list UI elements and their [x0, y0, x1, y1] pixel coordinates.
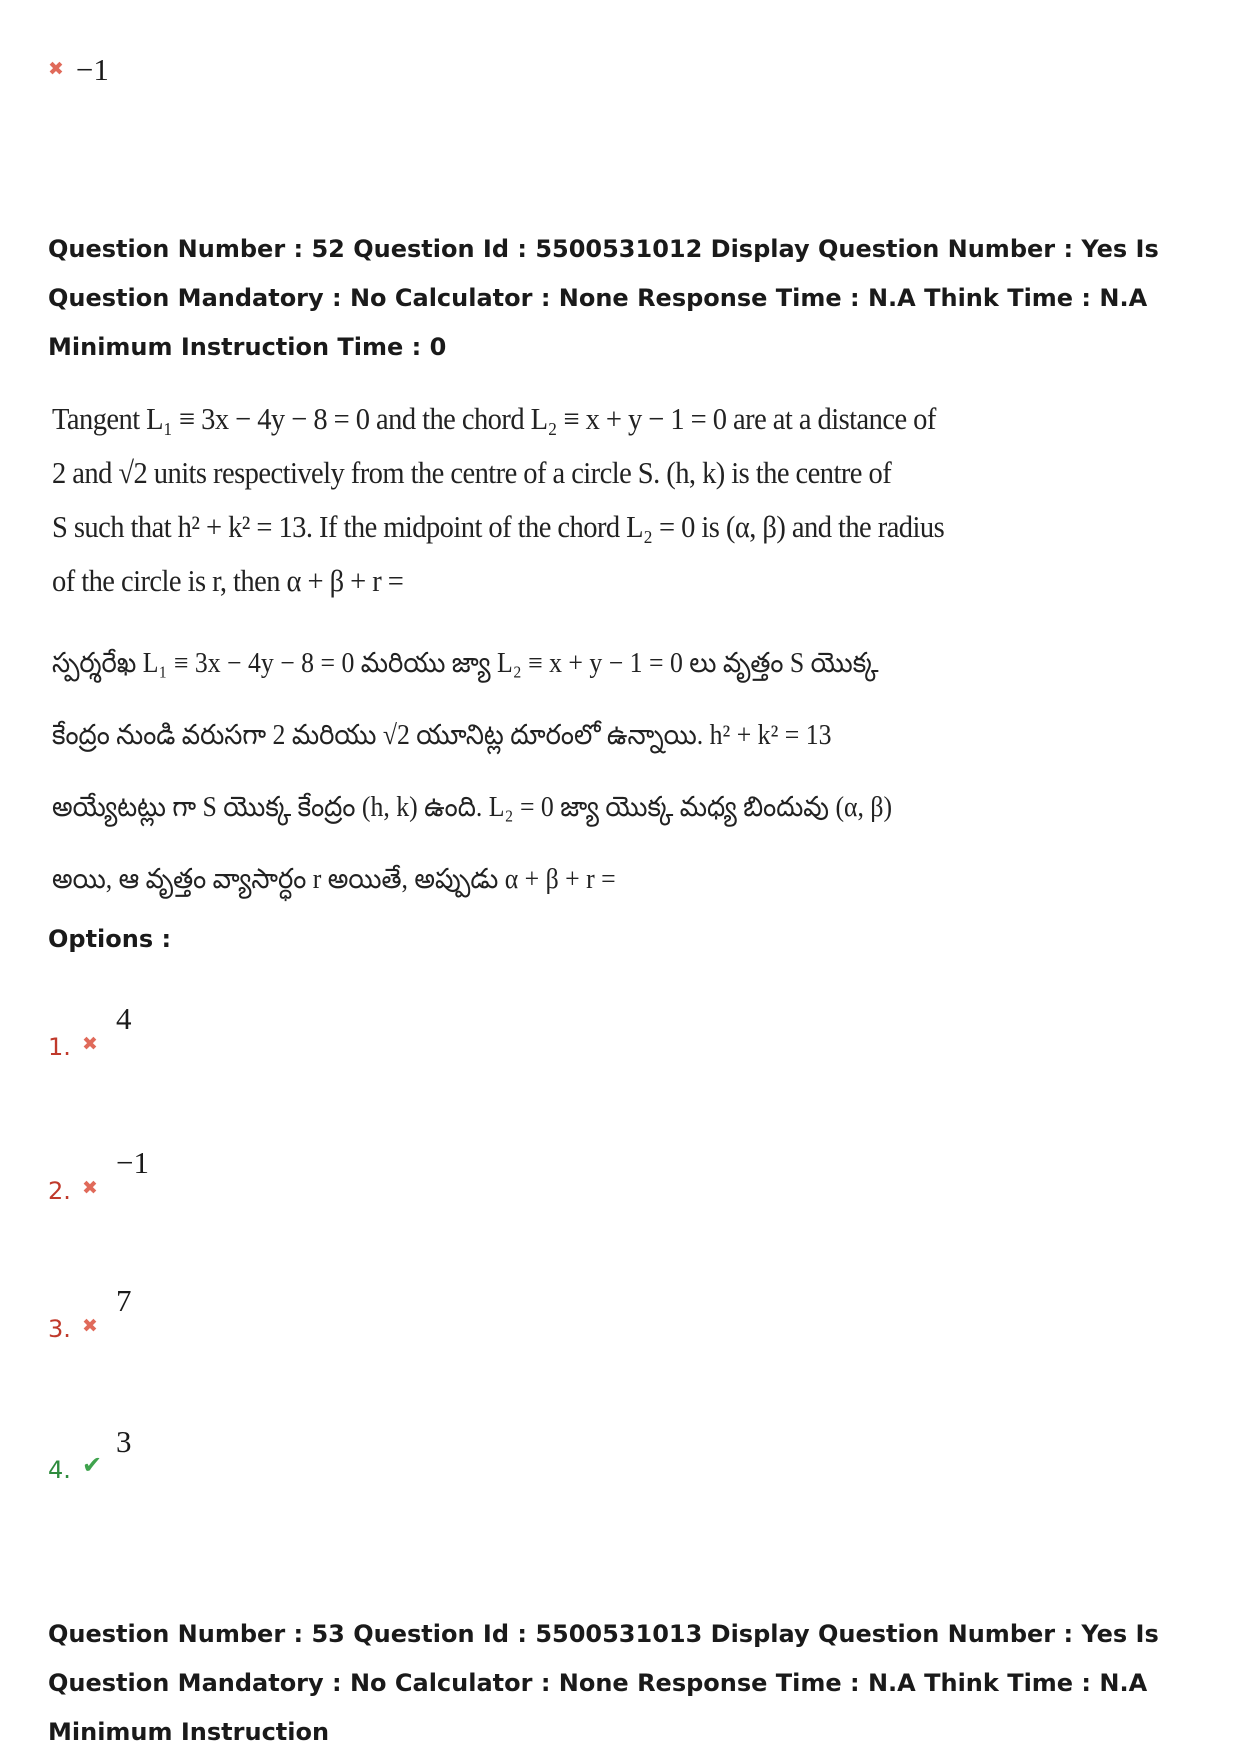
option-value: 4 [116, 1001, 132, 1036]
question-line: 2 and √2 units respectively from the centre of a circle S. (h, k) is the centre of [52, 455, 892, 490]
cross-icon: ✖ [82, 1177, 98, 1199]
option-value: 7 [116, 1283, 132, 1318]
question-line: S such that h² + k² = 13. If the midpoint of the chord L₂ = 0 is (α, β) and the radius [52, 509, 945, 544]
question-line: అయి, ఆ వృత్తం వ్యాసార్ధం r అయితే, అప్పుడు α + β + r = [52, 864, 616, 895]
option-1 [48, 997, 132, 1061]
option-number: 3. [48, 1315, 71, 1343]
option-number: 2. [48, 1177, 71, 1205]
option-number: 1. [48, 1033, 71, 1061]
question-line: Tangent L₁ ≡ 3x − 4y − 8 = 0 and the chord L₂ ≡ x + y − 1 = 0 are at a distance of [52, 401, 936, 436]
question-line: స్పర్శరేఖ L₁ ≡ 3x − 4y − 8 = 0 మరియు జ్యా L₂ ≡ x + y − 1 = 0 లు వృత్తం S యొక్క [52, 648, 879, 679]
question-line: కేంద్రం నుండి వరుసగా 2 మరియు √2 యూనిట్ల దూరంలో ఉన్నాయి. h² + k² = 13 [52, 720, 832, 751]
cross-icon: ✖ [82, 1033, 98, 1055]
question-body [52, 392, 952, 916]
question-text-english [52, 392, 952, 608]
check-icon: ✔ [82, 1451, 103, 1479]
cross-icon: ✖ [48, 58, 64, 80]
cross-icon: ✖ [82, 1315, 98, 1337]
question-line: అయ్యేటట్లు గా S యొక్క కేంద్రం (h, k) ఉంది. L₂ = 0 జ్యా యొక్క మధ్య బిందువు (α, β) [52, 792, 893, 823]
option-value: 3 [116, 1424, 132, 1459]
question-text-telugu [52, 628, 952, 916]
option-value: −1 [75, 52, 109, 87]
question-meta: Question Number : 52 Question Id : 5500531012 Display Question Number : Yes Is Question Mandatory : No Calculator : None Response Time : N.A Think Time : N.A Minimum Instruction Time : 0 [48, 235, 1159, 361]
question-line: of the circle is r, then α + β + r = [52, 563, 404, 598]
option-value: −1 [116, 1145, 149, 1180]
option-2 [48, 1141, 149, 1205]
option-4 [48, 1420, 132, 1484]
options-label: Options : [48, 925, 172, 953]
option-3 [48, 1279, 132, 1343]
previous-question-option [48, 54, 109, 85]
option-number: 4. [48, 1456, 71, 1484]
question-meta: Question Number : 53 Question Id : 5500531013 Display Question Number : Yes Is Question Mandatory : No Calculator : None Response Time : N.A Think Time : N.A Minimum Instruction [48, 1620, 1159, 1746]
